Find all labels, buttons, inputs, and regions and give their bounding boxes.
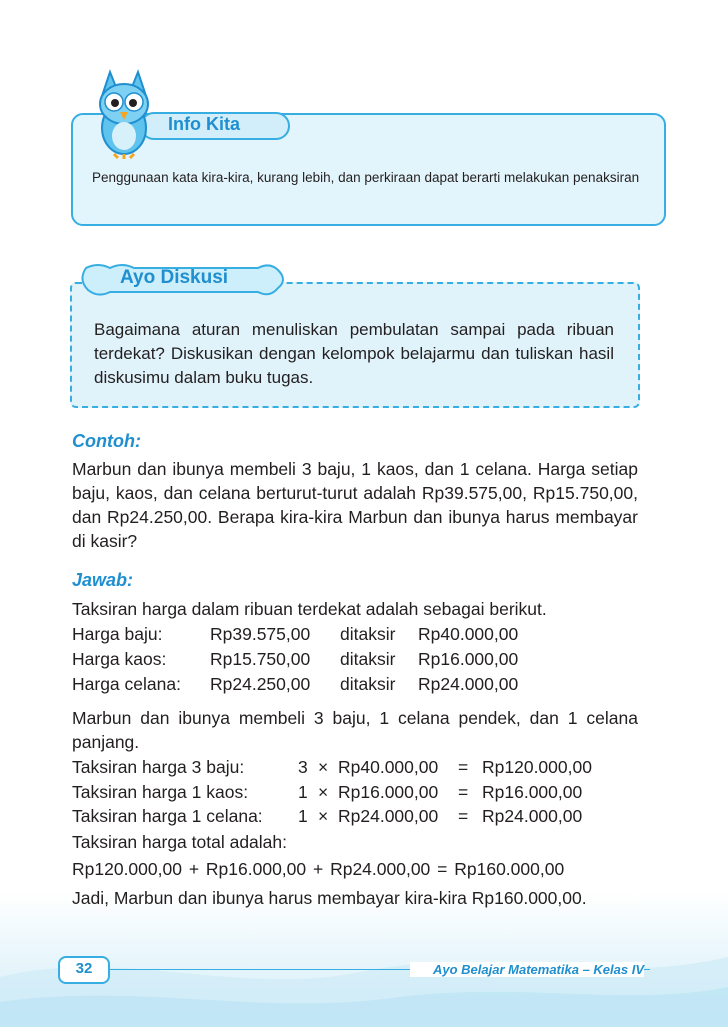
estimate-result: Rp16.000,00: [418, 649, 519, 669]
calculation-total: Rp120.000,00: [482, 757, 592, 777]
calculation-total: Rp24.000,00: [482, 806, 583, 826]
calculation-label: Taksiran harga 3 baju:: [72, 757, 245, 777]
calculation-qty: 1: [298, 782, 308, 802]
calculation-qty: 3: [298, 757, 308, 777]
calculation-price: Rp40.000,00: [338, 757, 439, 777]
jawab-heading: Jawab:: [72, 570, 134, 590]
info-kita-text: Penggunaan kata kira-kira, kurang lebih, dan perkiraan dapat berarti melakukan penaksiran: [92, 170, 640, 185]
owl-mascot-icon: [88, 68, 160, 160]
times-sign: ×: [318, 782, 329, 802]
estimate-result: Rp40.000,00: [418, 624, 519, 644]
equals-sign: =: [458, 806, 469, 826]
estimate-result: Rp24.000,00: [418, 674, 519, 694]
estimate-label: Harga kaos:: [72, 649, 167, 669]
contoh-text: Marbun dan ibunya membeli 3 baju, 1 kaos, dan 1 celana. Harga setiap baju, kaos, dan celana berturut-turut adalah Rp39.575,00, Rp15.750,00, dan Rp24.250,00. Berapa kira-kira Marbun dan ibunya harus membayar di kasir?: [72, 459, 638, 551]
calculation-row: [72, 804, 638, 828]
times-sign: ×: [318, 806, 329, 826]
estimate-price: Rp24.250,00: [210, 674, 311, 694]
contoh-heading: Contoh:: [72, 431, 141, 451]
times-sign: ×: [318, 757, 329, 777]
ayo-diskusi-text: Bagaimana aturan menuliskan pembulatan sampai pada ribuan terdekat? Diskusikan dengan kelompok belajarmu dan tuliskan hasil diskusimu dalam buku tugas.: [94, 320, 614, 387]
estimate-row: [72, 622, 638, 646]
total-expression: Rp120.000,00 + Rp16.000,00 + Rp24.000,00 = Rp160.000,00: [72, 859, 565, 879]
calculation-qty: 1: [298, 806, 308, 826]
calculation-row: [72, 780, 638, 804]
equals-sign: =: [458, 757, 469, 777]
estimate-label: Harga baju:: [72, 624, 163, 644]
page-number: 32: [75, 960, 93, 977]
info-kita-title: Info Kita: [168, 114, 240, 134]
ayo-diskusi-title: Ayo Diskusi: [120, 267, 229, 288]
book-title: Ayo Belajar Matematika – Kelas IV: [410, 962, 644, 977]
calculation-price: Rp24.000,00: [338, 806, 439, 826]
estimate-price: Rp39.575,00: [210, 624, 311, 644]
estimate-verb: ditaksir: [340, 674, 396, 694]
calculation-label: Taksiran harga 1 kaos:: [72, 782, 249, 802]
jawab-intro: Taksiran harga dalam ribuan terdekat adalah sebagai berikut.: [72, 599, 547, 619]
calculation-label: Taksiran harga 1 celana:: [72, 806, 263, 826]
equals-sign: =: [458, 782, 469, 802]
estimate-label: Harga celana:: [72, 674, 181, 694]
estimate-row: [72, 672, 638, 696]
estimate-price: Rp15.750,00: [210, 649, 311, 669]
calculation-row: [72, 755, 638, 779]
conclusion-text: Jadi, Marbun dan ibunya harus membayar kira-kira Rp160.000,00.: [72, 888, 587, 908]
estimate-verb: ditaksir: [340, 649, 396, 669]
calculation-price: Rp16.000,00: [338, 782, 439, 802]
calculation-total: Rp16.000,00: [482, 782, 583, 802]
estimate-row: [72, 647, 638, 671]
total-label: Taksiran harga total adalah:: [72, 832, 287, 852]
estimate-verb: ditaksir: [340, 624, 396, 644]
purchase-text: Marbun dan ibunya membeli 3 baju, 1 celana pendek, dan 1 celana panjang.: [72, 708, 638, 752]
